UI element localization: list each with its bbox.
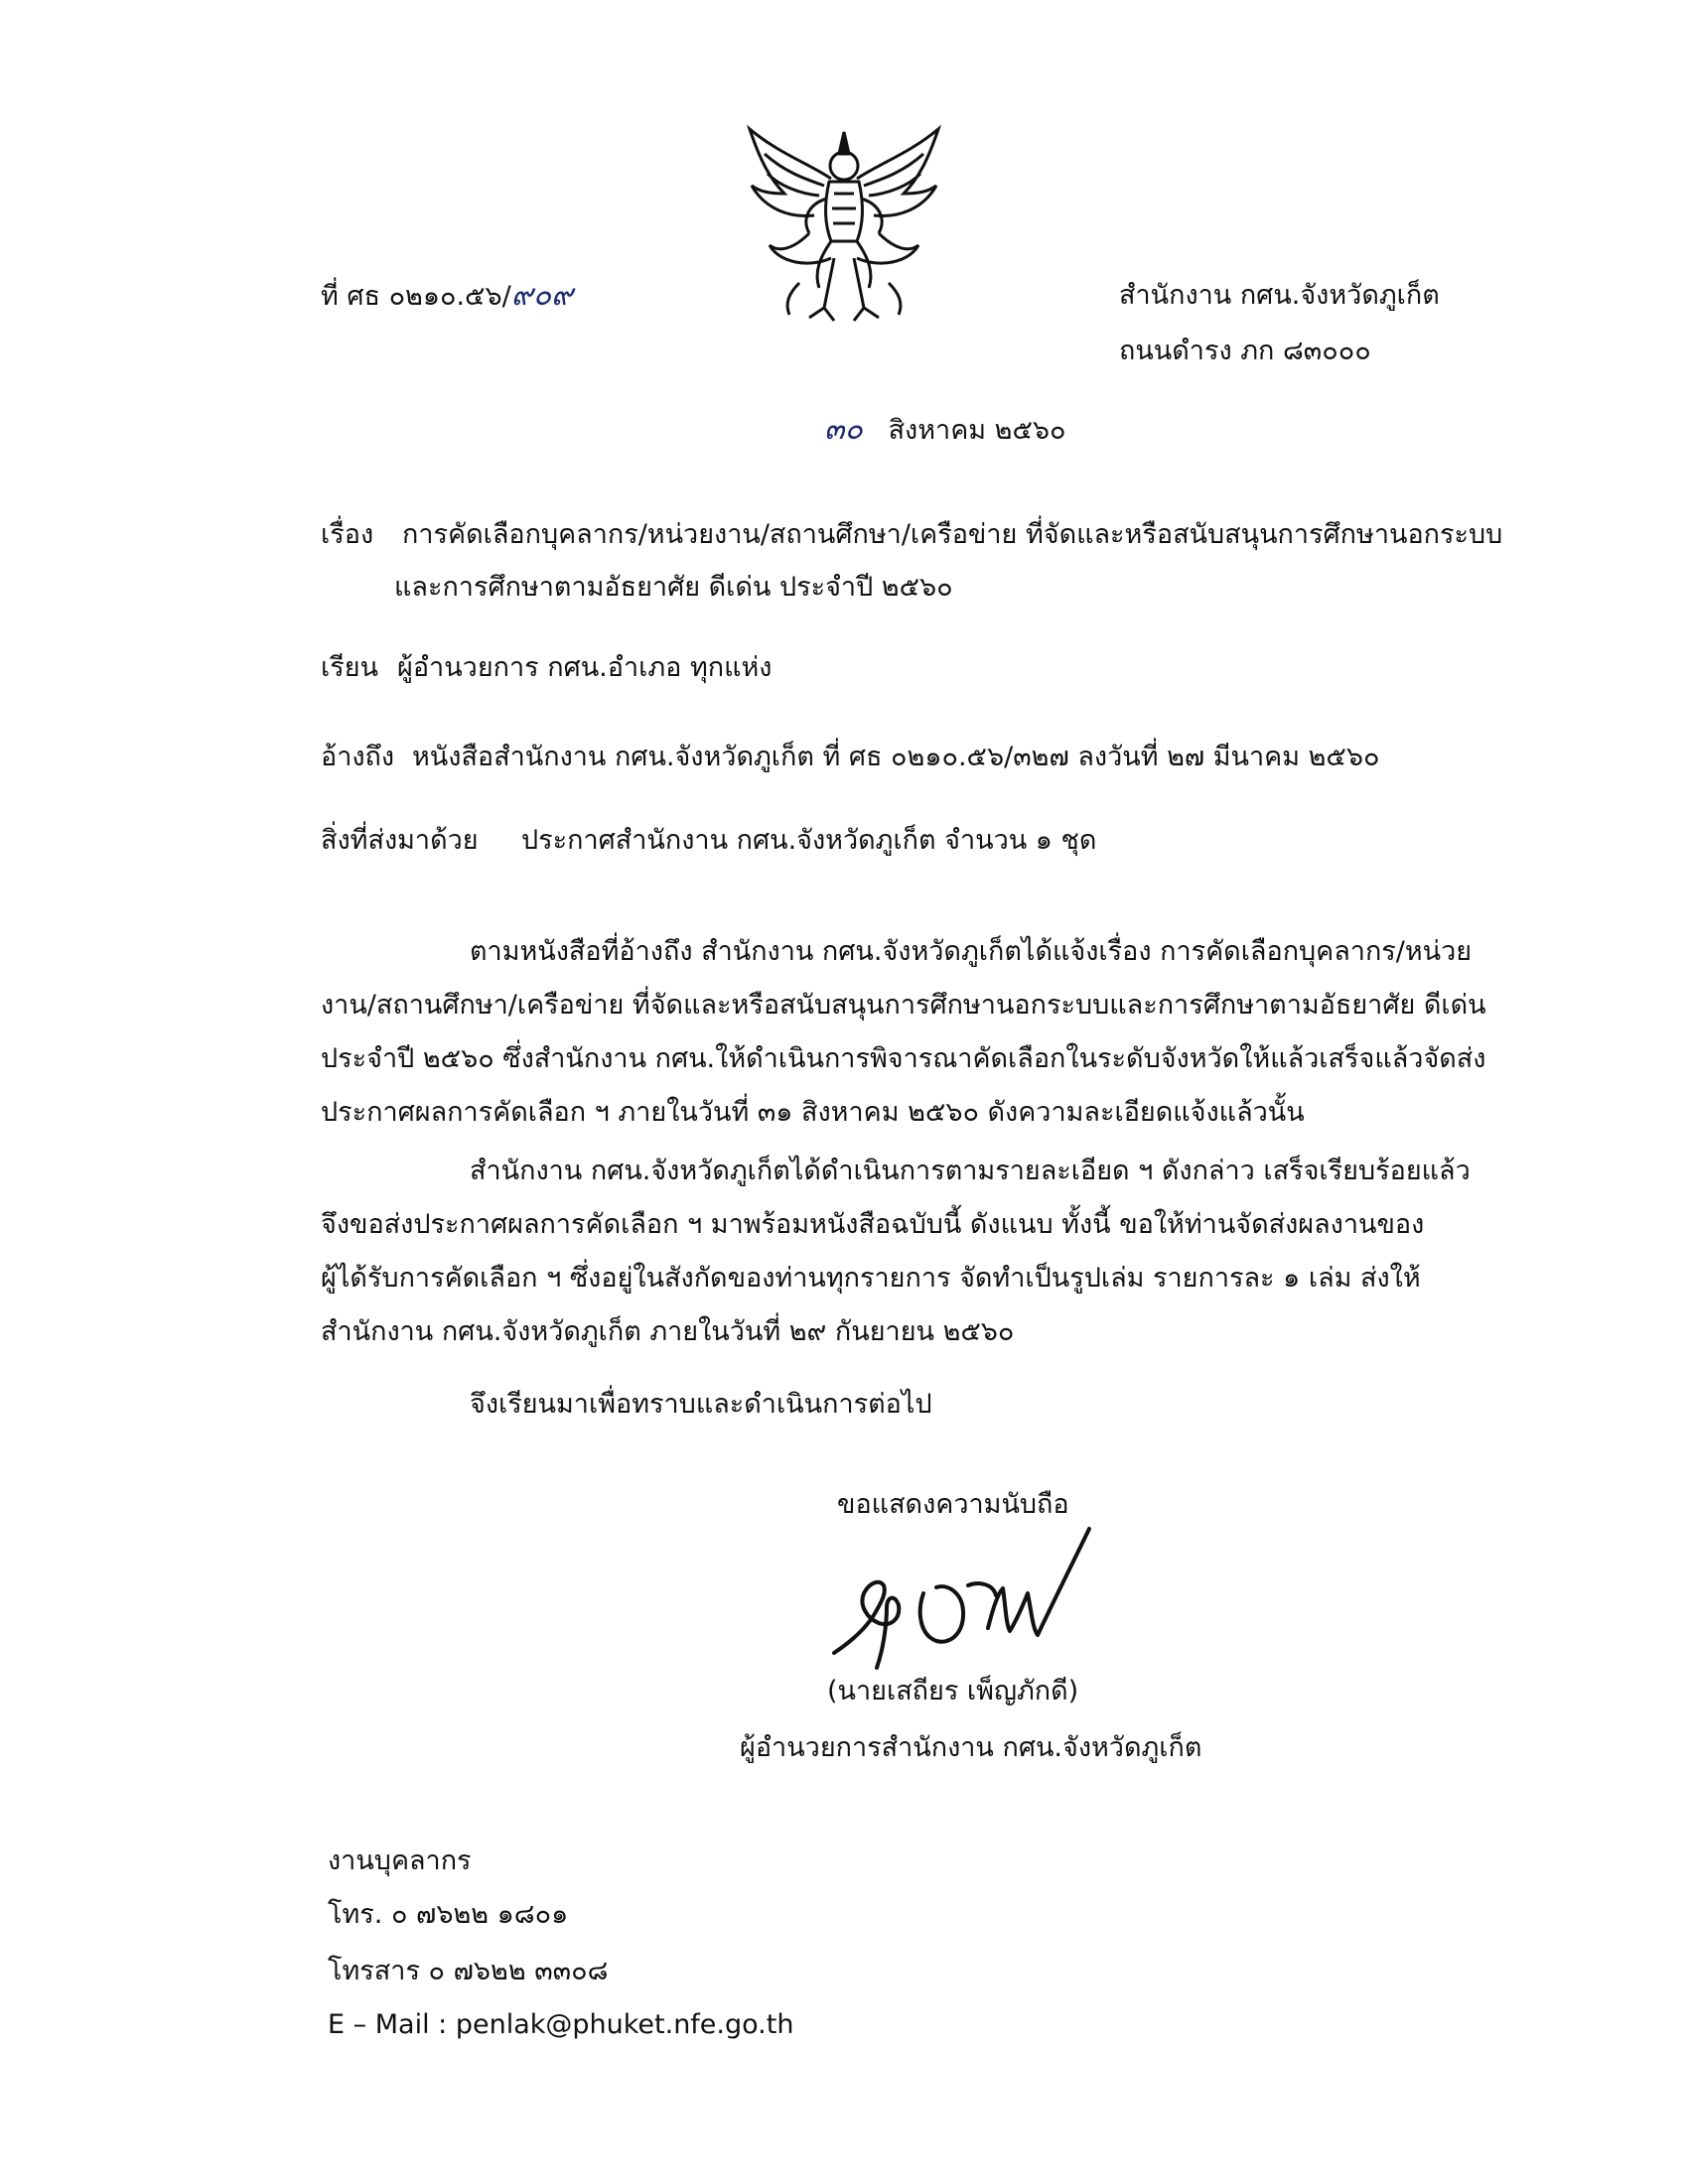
subject-line-2: และการศึกษาตามอัธยาศัย ดีเด่น ประจำปี ๒๕๖๐: [394, 572, 953, 603]
subject-line-1: การคัดเลือกบุคลากร/หน่วยงาน/สถานศึกษา/เครือข่าย ที่จัดและหรือสนับสนุนการศึกษานอกระบบ: [402, 519, 1503, 550]
letter-date: [824, 410, 1066, 451]
footer-fax: โทรสาร ๐ ๗๖๒๒ ๓๓๐๘: [328, 1956, 609, 1986]
closing-line: จึงเรียนมาเพื่อทราบและดำเนินการต่อไป: [470, 1389, 932, 1420]
body-paragraph-1-line-1: ตามหนังสือที่อ้างถึง สำนักงาน กศน.จังหวัดภูเก็ตได้แจ้งเรื่อง การคัดเลือกบุคลากร/หน่วย: [470, 936, 1473, 967]
reference-text: หนังสือสำนักงาน กศน.จังหวัดภูเก็ต ที่ ศธ ๐๒๑๐.๕๖/๓๒๗ ลงวันที่ ๒๗ มีนาคม ๒๕๖๐: [412, 742, 1380, 772]
office-name: สำนักงาน กศน.จังหวัดภูเก็ต: [1119, 280, 1440, 311]
footer-phone: โทร. ๐ ๗๖๒๒ ๑๘๐๑: [328, 1899, 569, 1930]
date-month-year: สิงหาคม ๒๕๖๐: [888, 415, 1066, 446]
signer-position: ผู้อำนวยการสำนักงาน กศน.จังหวัดภูเก็ต: [740, 1732, 1202, 1763]
footer-department: งานบุคลากร: [328, 1845, 472, 1876]
date-day-handwritten: ๓๐: [824, 412, 863, 447]
reference-label: อ้างถึง: [321, 742, 395, 772]
handwritten-signature: [829, 1524, 1097, 1673]
reference-number-line: [321, 276, 573, 317]
subject-label: เรื่อง: [321, 519, 374, 550]
footer-email: E – Mail : penlak@phuket.nfe.go.th: [328, 2009, 794, 2040]
body-paragraph-1-line-2: งาน/สถานศึกษา/เครือข่าย ที่จัดและหรือสนับสนุนการศึกษานอกระบบและการศึกษาตามอัธยาศัย ดีเด่น: [321, 990, 1486, 1021]
body-paragraph-2-line-1: สำนักงาน กศน.จังหวัดภูเก็ตได้ดำเนินการตามรายละเอียด ฯ ดังกล่าว เสร็จเรียบร้อยแล้ว: [470, 1156, 1471, 1186]
body-paragraph-1-line-3: ประจำปี ๒๕๖๐ ซึ่งสำนักงาน กศน.ให้ดำเนินการพิจารณาคัดเลือกในระดับจังหวัดให้แล้วเสร็จแล้วจัดส่ง: [321, 1043, 1486, 1074]
regards-text: ขอแสดงความนับถือ: [837, 1489, 1069, 1520]
garuda-emblem-icon: [740, 124, 948, 328]
recipient-label: เรียน: [321, 652, 379, 683]
enclosure-label: สิ่งที่ส่งมาด้วย: [321, 825, 479, 856]
office-address: ถนนดำรง ภก ๘๓๐๐๐: [1119, 336, 1371, 366]
body-paragraph-1-line-4: ประกาศผลการคัดเลือก ฯ ภายในวันที่ ๓๑ สิงหาคม ๒๕๖๐ ดังความละเอียดแจ้งแล้วนั้น: [321, 1097, 1305, 1128]
enclosure-text: ประกาศสำนักงาน กศน.จังหวัดภูเก็ต จำนวน ๑ ชุด: [521, 825, 1097, 856]
reference-prefix: ที่ ศธ ๐๒๑๐.๕๖/: [321, 281, 511, 312]
reference-number-handwritten: ๙๐๙: [510, 278, 573, 313]
recipient-text: ผู้อำนวยการ กศน.อำเภอ ทุกแห่ง: [397, 652, 773, 683]
signer-name: (นายเสถียร เพ็ญภักดี): [827, 1676, 1079, 1706]
body-paragraph-2-line-4: สำนักงาน กศน.จังหวัดภูเก็ต ภายในวันที่ ๒๙ กันยายน ๒๕๖๐: [321, 1316, 1015, 1347]
body-paragraph-2-line-3: ผู้ได้รับการคัดเลือก ฯ ซึ่งอยู่ในสังกัดของท่านทุกรายการ จัดทำเป็นรูปเล่ม รายการละ ๑ เล่ม ส่งให้: [321, 1263, 1421, 1294]
body-paragraph-2-line-2: จึงขอส่งประกาศผลการคัดเลือก ฯ มาพร้อมหนังสือฉบับนี้ ดังแนบ ทั้งนี้ ขอให้ท่านจัดส่งผลงานของ: [321, 1209, 1425, 1240]
